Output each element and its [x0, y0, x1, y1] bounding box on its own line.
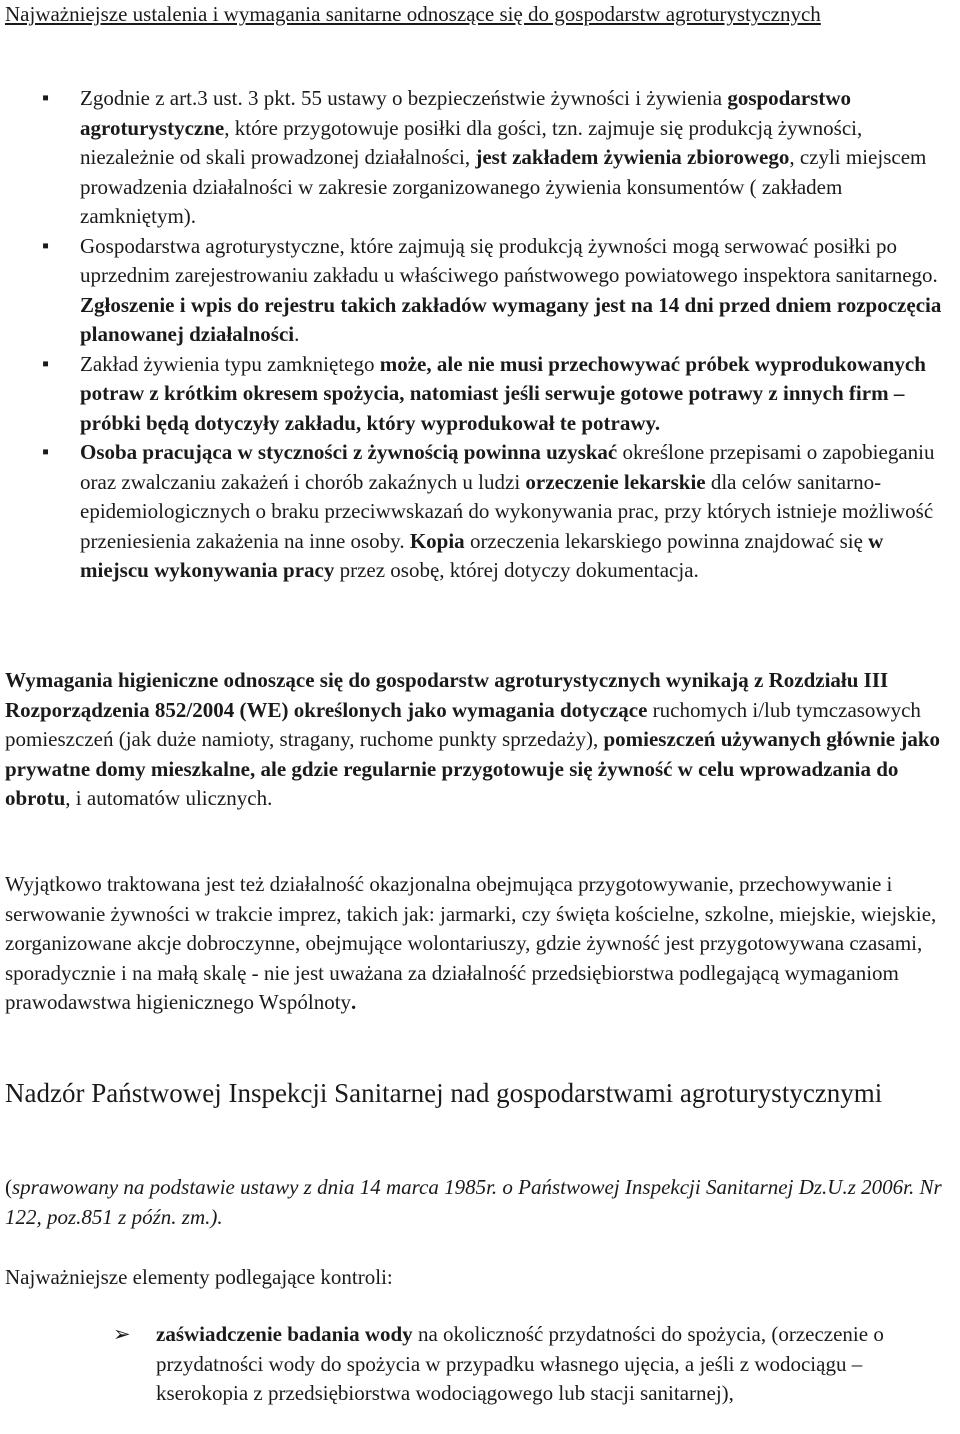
paragraph-italic: sprawowany na podstawie ustawy z dnia 14 marca 1985r. o Państwowej Inspekcji Sanitarnej Dz.U.z 2006r. Nr 122, poz.851 z późn. zm.). [5, 1175, 942, 1229]
list-item-text: Zgodnie z art.3 ust. 3 pkt. 55 ustawy o bezpieczeństwie żywności i żywienia [80, 86, 728, 110]
square-bullet-icon [41, 358, 50, 370]
list-item [0, 84, 950, 232]
list-item-bold: gospodarstwo agroturystyczne [80, 86, 852, 140]
requirements-list [0, 84, 950, 586]
list-item-text: orzeczenia lekarskiego powinna znajdować się [464, 528, 869, 553]
list-item-text: , które przygotowuje posiłki dla gości, tzn. zajmuje się produkcją żywności, niezależnie od skali prowadzonej działalności, [80, 115, 863, 169]
hygiene-requirements-paragraph [5, 666, 955, 814]
paragraph-bold: Wymagania higieniczne odnoszące się do gospodarstw agroturystycznych wynikają z Rozdziału III Rozporządzenia 852/2004 (WE) określonych jako wymagania dotyczące [5, 668, 889, 722]
paragraph-text: ruchomych i/lub tymczasowych pomieszczeń (jak duże namioty, stragany, ruchome punkty sprzedaży), [5, 697, 921, 751]
list-item-text: Gospodarstwa agroturystyczne, które zajmują się produkcją żywności mogą serwować posiłki po uprzednim zarejestrowaniu zakładu u właściwego państwowego powiatowego inspektora sanitarnego. [80, 233, 938, 287]
list-item-text: . [294, 322, 300, 346]
list-item-bold: zaświadczenie badania wody [156, 1322, 413, 1346]
list-item [0, 232, 950, 350]
section-heading: Nadzór Państwowej Inspekcji Sanitarnej nad gospodarstwami agroturystycznymi [5, 1078, 883, 1108]
list-item [0, 438, 950, 586]
paragraph-bold: . [351, 990, 357, 1014]
legal-basis-paragraph [5, 1173, 955, 1232]
list-item-text: na okoliczność przydatności do spożycia, (orzeczenie o przydatności wody do spożycia w przypadku własnego ujęcia, a jeśli z wodociągu – kserokopia z przedsiębiorstwa wodociągowego lub stacji sanitarnej), [156, 1322, 884, 1405]
list-item-bold: jest zakładem żywienia zbiorowego [475, 145, 790, 169]
square-bullet-icon [41, 240, 50, 252]
arrow-bullet-icon: ➢ [113, 1322, 131, 1346]
list-item-bold: w miejscu wykonywania pracy [80, 528, 884, 582]
paragraph-text: Wyjątkowo traktowana jest też działalność okazjonalna obejmująca przygotowywanie, przechowywanie i serwowanie żywności w trakcie imprez, takich jak: jarmarki, czy święta kościelne, szkolne, miejskie, wiejskie, zorganizowane akcje dobroczynne, obejmujące wolontariuszy, gdzie żywność jest przygotowywana czasami, sporadycznie i na małą skalę - nie jest uważana za działalność przedsiębiorstwa podlegającą wymaganiom prawodawstwa higienicznego Wspólnoty [5, 872, 937, 1014]
list-item-text: określone przepisami o zapobieganiu oraz zwalczaniu zakażeń i chorób zakaźnych u ludzi [80, 440, 935, 494]
paragraph-text: , i automatów ulicznych. [65, 786, 273, 810]
list-item-bold: Zgłoszenie i wpis do rejestru takich zakładów wymagany jest na 14 dni przed dniem rozpoczęcia planowanej działalności [80, 292, 942, 346]
list-item-bold: orzeczenie lekarskie [525, 469, 706, 494]
square-bullet-icon [41, 92, 50, 104]
list-item-text: przez osobę, której dotyczy dokumentacja. [334, 558, 699, 582]
paragraph-bold: pomieszczeń używanych głównie jako prywatne domy mieszkalne, ale gdzie regularnie przygotowuje się żywność w celu wprowadzania do obrotu [5, 727, 941, 810]
occasional-activity-paragraph [5, 870, 955, 1018]
paragraph-text: ( [5, 1175, 12, 1199]
list-item-text: , czyli miejscem prowadzenia działalności w zakresie zorganizowanego żywienia konsumentów ( zakładem zamkniętym). [80, 145, 927, 228]
list-item [0, 350, 950, 439]
control-elements-list [0, 1320, 950, 1409]
list-item-bold: może, ale nie musi przechowywać próbek wyprodukowanych potraw z krótkim okresem spożycia, natomiast jeśli serwuje gotowe potrawy z innych firm – próbki będą dotyczyły zakładu, który wyprodukował te potrawy. [80, 351, 926, 435]
list-item-bold: Osoba pracująca w styczności z żywnością powinna uzyskać [80, 440, 618, 464]
square-bullet-icon [41, 446, 50, 458]
list-item-bold: Kopia [409, 528, 465, 553]
list-item-text: Zakład żywienia typu zamkniętego [80, 351, 380, 376]
list-item-text: dla celów sanitarno-epidemiologicznych o braku przeciwwskazań do wykonywania prac, przy których istnieje możliwość przeniesienia zakażenia na inne osoby. [80, 469, 934, 553]
list-item [0, 1320, 950, 1409]
control-elements-subheading: Najważniejsze elementy podlegające kontroli: [5, 1265, 393, 1289]
document-title: Najważniejsze ustalenia i wymagania sanitarne odnoszące się do gospodarstw agroturystycznych [5, 2, 821, 26]
